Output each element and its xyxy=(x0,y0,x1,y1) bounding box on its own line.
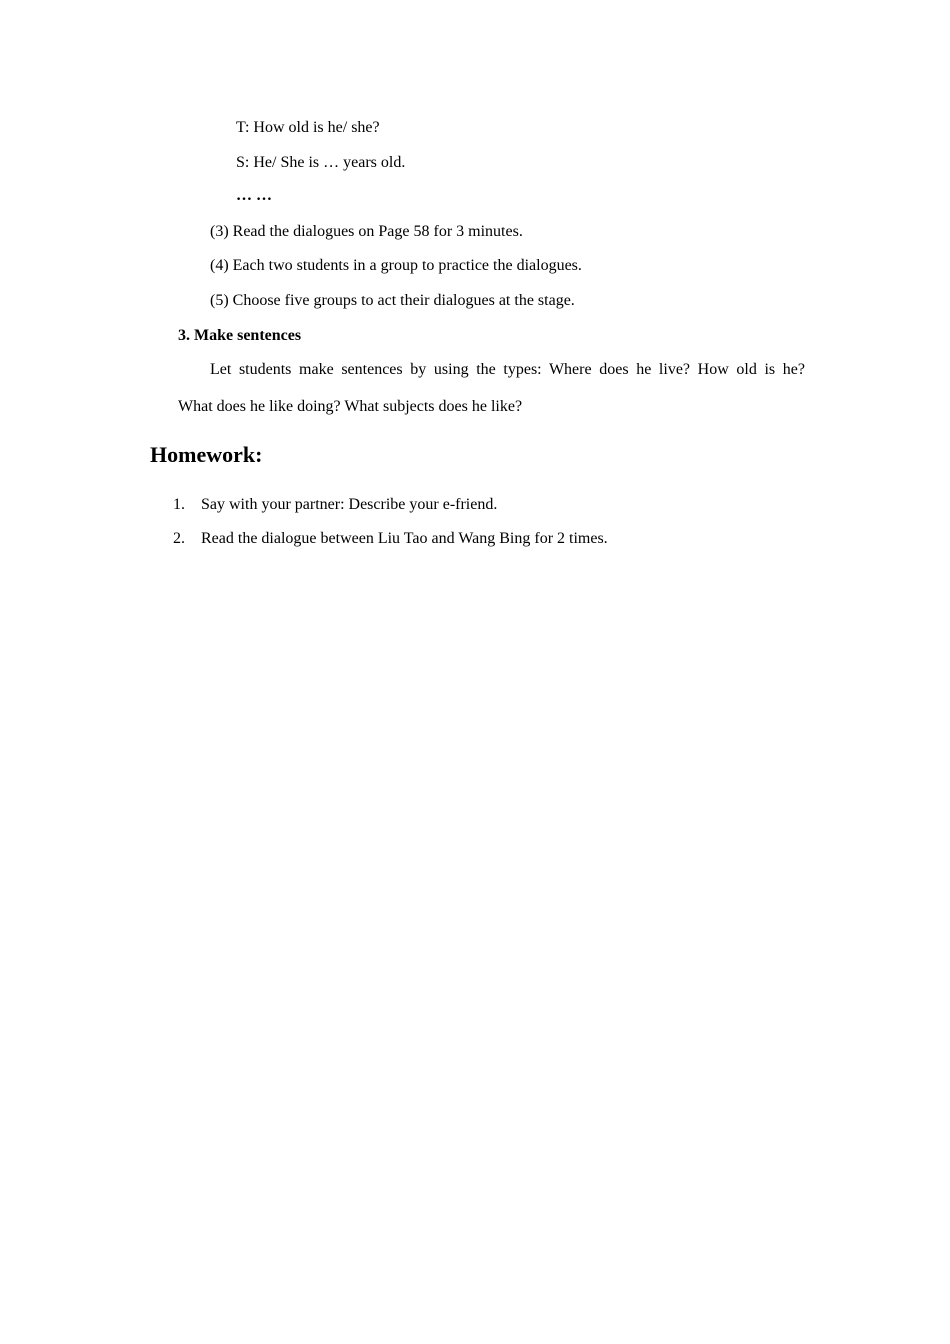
dialogue-student-line: S: He/ She is … years old. xyxy=(236,154,406,171)
homework-item-text: Say with your partner: Describe your e-friend. xyxy=(201,496,498,513)
step-4: (4) Each two students in a group to practice the dialogues. xyxy=(210,257,582,274)
homework-item-number: 1. xyxy=(173,496,185,513)
homework-title: Homework: xyxy=(150,442,263,467)
homework-item-text: Read the dialogue between Liu Tao and Wang Bing for 2 times. xyxy=(201,530,608,547)
homework-item-1 xyxy=(173,495,497,515)
section-3-line-1: Let students make sentences by using the types: Where does he live? How old is he? xyxy=(210,361,805,378)
section-3-line-2: What does he like doing? What subjects does he like? xyxy=(178,398,523,415)
homework-item-number: 2. xyxy=(173,530,185,547)
section-3-title: 3. Make sentences xyxy=(178,327,302,344)
step-5: (5) Choose five groups to act their dialogues at the stage. xyxy=(210,292,575,309)
dialogue-teacher-line: T: How old is he/ she? xyxy=(236,119,380,136)
dialogue-ellipsis: … … xyxy=(236,187,272,204)
homework-item-2 xyxy=(173,529,608,549)
step-3: (3) Read the dialogues on Page 58 for 3 minutes. xyxy=(210,223,523,240)
